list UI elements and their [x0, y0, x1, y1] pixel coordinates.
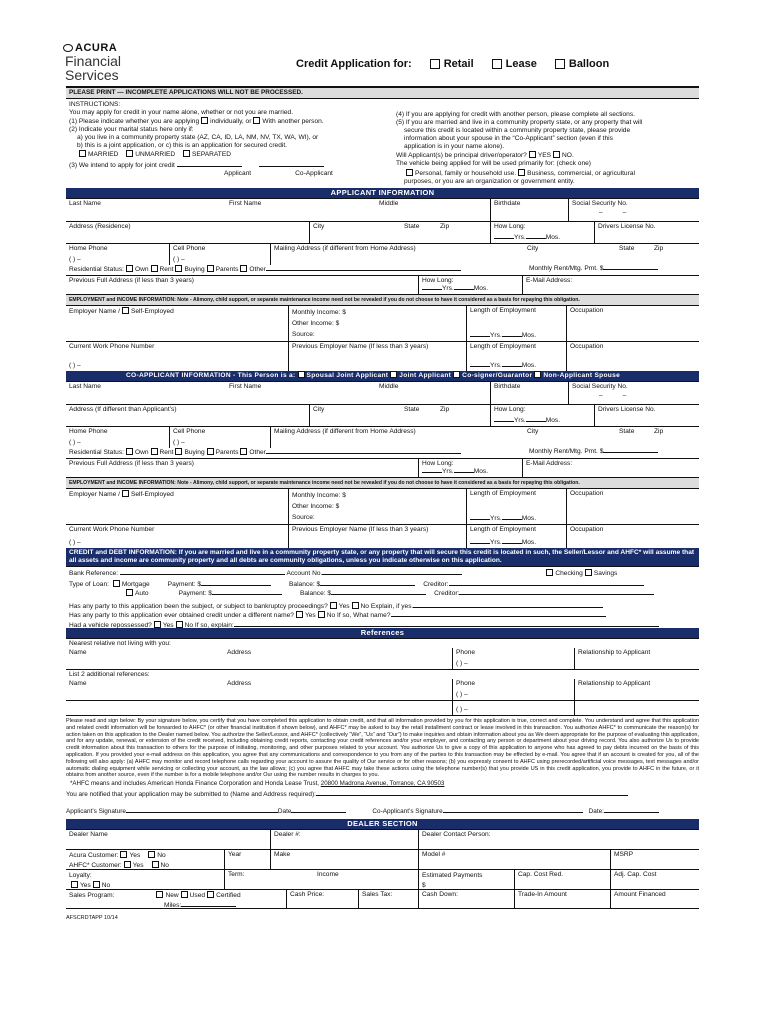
instructions: INSTRUCTIONS: You may apply for credit in your name alone, whether or not you are married. (1) Please indicate whether you are applying individually, or With another person. (2) Indicate your marital status here only if: a) you live in a community property state (AZ, CA, ID, LA, NM, NV, TX, WA, WI), or b) this is a joint application, or c) this is an application for secured credit. MARRIED UNMARRIED SEPARATED (3) We intend to apply for joint credit Applicant Co-Applicant (4) If you are applying for credit with another person, please complete all sections. (5) If you are married and live in a community property state, or any property that will secure this credit is located within a community property state, please provide information about your spouse in the “Co-Applicant” section (even if this application is in your name alone). Will Applicant(s) be principal driver/operator? YES NO. The vehicle being applied for will be used primarily for: (check one) Personal, family or household use. Business, commercial, or agricultural purposes, or you are an organization or government entity. — [66, 98, 699, 188]
relative-phone-field[interactable]: Phone ( ) – — [452, 648, 574, 669]
occupation-field[interactable]: Occupation — [566, 306, 699, 341]
lease-option[interactable]: Lease — [492, 58, 537, 71]
how-long-field[interactable]: How Long: Yrs. Mos. — [490, 222, 594, 243]
coapp-home-phone-field[interactable]: Home Phone ( ) – — [69, 428, 108, 447]
header — [0, 0, 770, 86]
income-dealer-field[interactable]: Income — [317, 871, 339, 879]
reference2-name-field[interactable] — [66, 701, 224, 715]
applicant-address-row — [66, 221, 699, 243]
financial-services-logo: Financial Services — [65, 53, 122, 83]
dealer-contact-field[interactable]: Dealer Contact Person: — [418, 830, 699, 849]
coapp-last-name-field[interactable]: Last Name — [69, 383, 101, 390]
coapp-phone-row — [66, 426, 699, 448]
spousal-joint-checkbox[interactable] — [298, 371, 305, 378]
balloon-option[interactable]: Balloon — [555, 58, 609, 71]
last-name-field[interactable]: Last Name — [69, 200, 101, 207]
relative-name-field[interactable]: Name — [69, 649, 87, 656]
own-checkbox[interactable] — [126, 265, 133, 272]
coapp-first-name-field[interactable]: First Name — [229, 383, 262, 390]
coapp-rent-checkbox[interactable] — [151, 448, 158, 455]
other-name-field[interactable] — [391, 616, 606, 617]
reference2-relationship-field[interactable] — [574, 701, 699, 715]
coapp-previous-address-field[interactable]: Previous Full Address (if less than 3 years) — [69, 460, 194, 467]
bankruptcy-explain-field[interactable] — [413, 607, 603, 608]
joint-applicant-field[interactable] — [177, 166, 242, 167]
coapp-prev-length-field[interactable]: Length of Employment Yrs. Mos. — [466, 525, 566, 548]
work-phone-field[interactable]: Current Work Phone Number ( ) – — [69, 343, 155, 370]
bankruptcy-yes-checkbox[interactable] — [330, 602, 337, 609]
mortgage-creditor-field[interactable] — [449, 585, 644, 586]
cell-phone-field[interactable]: Cell Phone ( ) – — [169, 244, 270, 265]
separated-checkbox[interactable] — [183, 150, 190, 157]
coapp-employer-field[interactable]: Employer Name / Self-Employed — [69, 491, 174, 498]
term-field[interactable]: Term: — [224, 870, 314, 889]
reference1-phone-field[interactable]: Phone ( ) – — [452, 679, 574, 700]
ssn-field[interactable]: Social Security No. – – — [568, 199, 699, 221]
reference1-name-field[interactable]: Name — [69, 680, 87, 687]
relative-relationship-field[interactable]: Relationship to Applicant — [574, 648, 699, 669]
coapp-self-employed-checkbox[interactable] — [122, 490, 129, 497]
personal-use-checkbox[interactable] — [406, 169, 413, 176]
mortgage-checkbox[interactable] — [113, 580, 120, 587]
coapplicant-signature-field[interactable] — [443, 812, 583, 813]
employment-note: EMPLOYMENT and INCOME INFORMATION: Note - Alimony, child support, or separate maintenance income need not be revealed if you do not choose to have it considered as a basis for repaying this obligation. — [66, 294, 699, 305]
coapp-work-phone-field[interactable]: Current Work Phone Number ( ) – — [69, 526, 155, 547]
coapp-employment-row — [66, 488, 699, 524]
ahfc-address: 20800 Madrona Avenue, Torrance, CA 90503 — [320, 780, 445, 788]
savings-checkbox[interactable] — [585, 569, 592, 576]
auto-creditor-field[interactable] — [459, 594, 654, 595]
balloon-checkbox[interactable] — [555, 59, 565, 69]
auto-checkbox[interactable] — [126, 589, 133, 596]
prev-occupation-field[interactable]: Occupation — [566, 342, 699, 371]
sales-tax-field[interactable]: Sales Tax: — [358, 890, 418, 908]
employer-name-field[interactable]: Employer Name / Self-Employed — [69, 308, 174, 315]
buying-checkbox[interactable] — [175, 265, 182, 272]
non-applicant-spouse-checkbox[interactable] — [534, 371, 541, 378]
nearest-relative-row — [66, 648, 699, 669]
cap-cost-reduction-field[interactable]: Cap. Cost Red. — [514, 870, 610, 889]
coapp-own-checkbox[interactable] — [126, 448, 133, 455]
adj-cap-cost-field[interactable]: Adj. Cap. Cost — [610, 870, 699, 889]
applicant-date-field[interactable] — [291, 812, 346, 813]
other-checkbox[interactable] — [240, 265, 247, 272]
coapp-income-field[interactable]: Monthly Income: $ Other Income: $ Source: — [288, 489, 466, 524]
email-field[interactable]: E-Mail Address: — [522, 276, 699, 294]
loyalty-yes-checkbox[interactable] — [71, 881, 78, 888]
checking-checkbox[interactable] — [546, 569, 553, 576]
coapp-address-row — [66, 404, 699, 426]
coapp-mailing-zip-field[interactable]: Zip — [654, 428, 664, 435]
coapp-email-field[interactable]: E-Mail Address: — [522, 459, 699, 477]
year-field[interactable]: Year — [224, 850, 270, 869]
joint-coapplicant-field[interactable] — [259, 166, 324, 167]
residential-status-row: Residential Status: Own Rent Buying Parents Other Monthly Rent/Mtg. Pmt. $ — [66, 265, 699, 275]
previous-address-row — [66, 275, 699, 294]
address-field[interactable]: Address (Residence) — [69, 223, 131, 230]
trade-in-field[interactable]: Trade-In Amount — [514, 890, 610, 908]
other-residence-field[interactable] — [266, 270, 461, 271]
print-notice: PLEASE PRINT — INCOMPLETE APPLICATIONS WILL NOT BE PROCESSED. — [66, 86, 699, 98]
coapplicant-date-field[interactable] — [604, 812, 659, 813]
work-phone-row — [66, 341, 699, 371]
coapp-prev-how-long-field[interactable]: How Long: Yrs. Mos. — [418, 459, 522, 477]
dealer-number-field[interactable]: Dealer #: — [270, 830, 418, 849]
customer-status: Acura Customer: Yes No AHFC* Customer: Yes No — [69, 852, 169, 870]
coapp-zip-field[interactable]: Zip — [440, 406, 450, 413]
make-field[interactable]: Make — [270, 850, 418, 869]
applicant-phone-row — [66, 243, 699, 265]
acura-yes-checkbox[interactable] — [120, 851, 127, 858]
coapp-parents-checkbox[interactable] — [207, 448, 214, 455]
coapp-buying-checkbox[interactable] — [175, 448, 182, 455]
married-checkbox[interactable] — [79, 150, 86, 157]
coapp-other-checkbox[interactable] — [240, 448, 247, 455]
employment-row — [66, 305, 699, 341]
length-employment-field[interactable]: Length of Employment Yrs. Mos. — [466, 306, 566, 341]
coapp-employment-note: EMPLOYMENT and INCOME INFORMATION: Note - Alimony, child support, or separate maintenance income need not be revealed if you do not choose to have it considered as a basis for repaying this obligation. — [66, 477, 699, 488]
bank-reference-field[interactable] — [120, 574, 285, 575]
coapplicant-header: CO-APPLICANT INFORMATION - This Person is a: Spousal Joint Applicant Joint Applicant Co-signer/Guarantor Non-Applicant Spouse — [66, 371, 699, 381]
other-name-yes-checkbox[interactable] — [296, 611, 303, 618]
middle-name-field[interactable]: Middle — [379, 200, 399, 207]
cash-price-field[interactable]: Cash Price: — [286, 890, 358, 908]
rent-checkbox[interactable] — [151, 265, 158, 272]
individual-checkbox[interactable] — [201, 117, 208, 124]
business-use-checkbox[interactable] — [518, 169, 525, 176]
loyalty-field: Loyalty: Yes No — [69, 872, 111, 890]
previous-address-field[interactable]: Previous Full Address (if less than 3 years) — [69, 277, 194, 284]
used-checkbox[interactable] — [181, 891, 188, 898]
credit-section: Bank Reference: Account No. Checking Savings Type of Loan: Mortgage Payment: $ Balance: $ Creditor: Auto Payment: $ Balance: $ Creditor: Has any party to this application been the subject, or subject to bankruptcy proceedings? Yes No Explain, if yes. Has any party to this application ever obtained credit under a different name? Yes No If so, What name? Had a vehicle repossessed? Yes No If so, explain: — [66, 566, 699, 628]
sales-program: Sales Program: New Used Certified Miles: — [69, 892, 241, 910]
driver-yes-checkbox[interactable] — [529, 151, 536, 158]
ahfc-yes-checkbox[interactable] — [124, 861, 131, 868]
repossessed-explain-field[interactable] — [234, 626, 659, 627]
dealer-section — [66, 829, 699, 909]
cash-down-field[interactable]: Cash Down: — [418, 890, 514, 908]
acura-logo: ACURA — [63, 42, 117, 55]
applicant-name-row — [66, 198, 699, 221]
reference1-address-field[interactable]: Address — [227, 680, 252, 687]
applicant-signature-field[interactable] — [126, 812, 278, 813]
coapp-cell-phone-field[interactable]: Cell Phone ( ) – — [169, 427, 270, 448]
coapp-rent-payment-field[interactable]: Monthly Rent/Mtg. Pmt. $ — [526, 448, 699, 458]
previous-how-long-field[interactable]: How Long: Yrs. Mos. — [418, 276, 522, 294]
coapp-other-residence-field[interactable] — [266, 453, 461, 454]
first-name-field[interactable]: First Name — [229, 200, 262, 207]
unmarried-checkbox[interactable] — [126, 150, 133, 157]
lease-checkbox[interactable] — [492, 59, 502, 69]
mortgage-payment-field[interactable] — [201, 585, 271, 586]
driver-no-checkbox[interactable] — [553, 151, 560, 158]
certified-checkbox[interactable] — [207, 891, 214, 898]
state-field[interactable]: State — [404, 223, 420, 230]
miles-field[interactable] — [181, 906, 236, 907]
joint-applicant-checkbox[interactable] — [390, 371, 397, 378]
legal-disclosure: Please read and sign below: By your signature below, you certify that you have completed this application to obtain credit, and that all information provided by you for this application is true, correct and complete. You understand and agree that this application and related credit information will be forwarded to AHFC* (or other financial institution if shown below), and AHFC* may be asked to buy the retail installment contract or lease involved in this transaction. You authorize AHFC* to communicate the reason(s) for action taken on this application to the Dealer named below. You authorize the Seller/Lessor, and AHFC* (collectively “We”, “Us” and “Our”) to make inquiries and obtain information about you as We deem appropriate for the purpose of evaluating this application, and for any update, renewal, or extension of the credit received, including obtaining credit reports, contacting your credit references and/or your employer, and contacting any person or department about your driving record. You also authorize Us to provide credit information about this transaction to others for the purpose of initiating, monitoring, and other purposes related to your account. You authorize Us to give a copy of this application to anyone who has agreed to pay debts incurred on the basis of this application. If you provided your e-mail address on this application, you agree that any communications and correspondence to you from any of the parties to this transaction may be effected by e-mail. You agree that if an account is created for you, all of the following will also apply: (a) AHFC may monitor and record telephone calls regarding your account to assure the quality of Our service or for other reasons; (b) you expressly consent to AHFC using prerecorded/artificial voice messages, text messages and/or automatic dialing equipment while servicing or collecting your account, as the law allows; (c) you agree that AHFC may take these actions using the telephone number(s) that you provide US in this credit application, you provide to AHFC in the future, or it obtains from another source, even if the number is for a mobile telephone and/or Our using the number results in charges to you. — [66, 718, 699, 779]
retail-option[interactable]: Retail — [430, 58, 474, 71]
parents-checkbox[interactable] — [207, 265, 214, 272]
relative-address-field[interactable]: Address — [227, 649, 252, 656]
repossessed-yes-checkbox[interactable] — [154, 621, 161, 628]
amount-financed-field[interactable]: Amount Financed — [610, 890, 699, 908]
other-name-no-checkbox[interactable] — [318, 611, 325, 618]
coapp-mailing-city-field[interactable]: City — [527, 428, 539, 435]
coapp-city-field[interactable]: City — [309, 405, 401, 426]
estimated-payments-field[interactable]: Estimated Payments $ — [418, 870, 514, 889]
mailing-city-field[interactable]: City — [527, 245, 539, 252]
account-number-field[interactable] — [322, 574, 462, 575]
repossessed-no-checkbox[interactable] — [176, 621, 183, 628]
coapp-how-long-field[interactable]: How Long: Yrs. Mos. — [490, 405, 594, 426]
credit-debt-header: CREDIT and DEBT INFORMATION: If you are married and live in a community property state, or any property that will secure this credit is located in such, the Seller/Lessor and AHFC* will assume that all assets and income are community property and all debts are community obligations, unless you indicate otherwise on this application. — [66, 548, 699, 566]
msrp-field[interactable]: MSRP — [610, 850, 699, 869]
dealer-name-field[interactable]: Dealer Name — [69, 831, 108, 839]
previous-employer-field[interactable]: Previous Employer Name (If less than 3 years) — [288, 342, 466, 371]
coapp-mailing-field[interactable]: Mailing Address (if different from Home Address) — [270, 427, 524, 448]
form-body: PLEASE PRINT — INCOMPLETE APPLICATIONS WILL NOT BE PROCESSED. INSTRUCTIONS: You may apply for credit in your name alone, whether or not you are married. (1) Please indicate whether you are applying individually, or With another person. (2) Indicate your marital status here only if: a) you live in a community property state (AZ, CA, ID, LA, NM, NV, TX, WA, WI), or b) this is a joint application, or c) this is an application for secured credit. MARRIED UNMARRIED SEPARATED (3) We intend to apply for joint credit Applicant Co-Applicant (4) If you are applying for credit with another person, please complete all sections. (5) If you are married and live in a community property state, or any property that will secure this credit is located within a community property state, please provide information about your spouse in the “Co-Applicant” section (even if this application is in your name alone). Will Applicant(s) be principal driver/operator? YES NO. The vehicle being applied for will be used primarily for: (check one) Personal, family or household use. Business, commercial, or agricultural purposes, or you are an organization or government entity. APPLICANT INFORMATION Last Name First Name Middle Birthdate Social Security No. – – Address (Residence) City State Zip How Long: Yrs. Mos. Drivers License No. Home Phone ( ) – Cell Phone ( ) – Mailing Address (if different from Home Address) City State Zip Residential Status: Own Rent Buying Parents Other Monthly Rent/Mtg. Pmt. $ Previous Full Address (if less than 3 years) How Long: Yrs. Mos. E-Mail Address: EMPLOYMENT and INCOME INFORMATION: Note - Alimony, child support, or separate maintenance income need not be revealed if you do not choose to have it considered as a basis for repaying this obligation. Employer Name / Self-Employed Monthly Income: $ Other Income: $ Source: Length of Employment Yrs. Mos. Occupation Current Work Phone Number ( ) – Previous Employer Name (If less than 3 years) Length of Employment Yrs. Mos. Occupation CO-APPLICANT INFORMATION - This Person is a: Spousal Joint Applicant Joint Applicant Co-signer/Guarantor Non-Applicant Spouse Last Name First Name Middle Birthdate Social Security No. – – Address (If different than Applicant’s) City State Zip How Long: Yrs. Mos. Drivers License No. Home Phone ( ) – Cell Phone ( ) – Mailing Address (if different from Home Address) City State Zip Residential Status: Own Rent Buying Parents Other Monthly Rent/Mtg. Pmt. $ Previous Full Address (if less than 3 years) How Long: Yrs. Mos. E-Mail Address: EMPLOYMENT and INCOME INFORMATION: Note - Alimony, child support, or separate maintenance income need not be revealed if you do not choose to have it considered as a basis for repaying this obligation. Employer Name / Self-Employed Monthly Income: $ Other Income: $ Source: Length of Employment Yrs. Mos. Occupation Current Work Phone Number ( ) – Previous Employer Name (If less than 3 years) Length of Employment Yrs. Mos. Occupation CREDIT and DEBT INFORMATION: If you are married and live in a community property state, or any property that will secure this credit is located in such, the Seller/Lessor and AHFC* will assume that all assets and income are community property and all debts are community obligations, unless you indicate otherwise on this application. Bank Reference: Account No. Checking Savings Type of Loan: Mortgage Payment: $ Balance: $ Creditor: Auto Payment: $ Balance: $ Creditor: Has any party to this application been the subject, or subject to bankruptcy proceedings? Yes No Explain, if yes. Has any party to this application ever obtained credit under a different name? Yes No If so, What name? Had a vehicle repossessed? Yes No If so, explain: References Nearest relative not living with you: Name Address Phone ( ) – Relationship to Applicant List 2 additional references: Name Address Phone ( ) – Relationship to Applicant ( ) – Please read and sign below: By your signature below, you certify that you have completed this application to obtain credit, and that all information provided by you for this application is true, correct and complete. You understand and agree that this application and related credit information will be forwarded to AHFC* (or other financial institution if shown below), and AHFC* may be asked to buy the retail installment contract or lease involved in this transaction. You authorize AHFC* to communicate the reason(s) for action taken on this application to the Dealer named below. You authorize the Seller/Lessor, and AHFC* (collectively “We”, “Us” and “Our”) to make inquiries and obtain information about you as We deem appropriate for the purpose of evaluating this application, and for any update, renewal, or extension of the credit received, including obtaining credit reports, contacting your credit references and/or your employer, and contacting any person or department about your driving record. You also authorize Us to provide credit information about this transaction to others for the purpose of initiating, monitoring, and other purposes related to your account. You authorize Us to give a copy of this application to anyone who has agreed to pay debts incurred on the basis of this application. If you provided your e-mail address on this application, you agree that any communications and correspondence to you from any of the parties to this transaction may be effected by e-mail. You agree that if an account is created for you, all of the following will also apply: (a) AHFC may monitor and record telephone calls regarding your account to assure the quality of Our service or for other reasons; (b) you expressly consent to AHFC using prerecorded/artificial voice messages, text messages and/or automatic dialing equipment while servicing or collecting your account, as the law allows; (c) you agree that AHFC may take these actions using the telephone number(s) that you provide US in this credit application, you provide to AHFC in the future, or it obtains from another source, even if the number is for a mobile telephone and/or Our using the number results in charges to you. *AHFC means and includes American Honda Finance Corporation and Honda Lease Trust, 20800 Madrona Avenue, Torrance, CA 90503 You are notified that your application may be submitted to (Name and Address required): Applicant’s Signature Date Co-Applicant’s Signature Date: DEALER SECTION Dealer Name Dealer #: Dealer Contact Person: Acura Customer: Yes No AHFC* Customer: Yes No Year Make Model # MSRP Loyalty: Yes No Term: Income Estimated Payments $ Cap. Cost Red. Adj. Cap. Cost Sales Program: New Used Certified Miles: Cash Price: Sales Tax: Cash Down: Trade-In Amount Amount Financed AFSCRDTAPP 10/14 — [66, 86, 699, 921]
reference-row-1 — [66, 679, 699, 700]
auto-payment-field[interactable] — [212, 594, 282, 595]
applicant-info-header: APPLICANT INFORMATION — [66, 188, 699, 198]
mailing-address-field[interactable]: Mailing Address (if different from Home Address) — [270, 244, 524, 265]
form-title: Credit Application for: — [296, 58, 412, 70]
coapp-name-row — [66, 381, 699, 404]
coapp-occupation-field[interactable]: Occupation — [566, 489, 699, 524]
coapp-state-field[interactable]: State — [404, 406, 420, 413]
reference1-relationship-field[interactable]: Relationship to Applicant — [574, 679, 699, 700]
dealer-section-header: DEALER SECTION — [66, 819, 699, 829]
references-header: References — [66, 628, 699, 638]
retail-checkbox[interactable] — [430, 59, 440, 69]
coapp-residential-row: Residential Status: Own Rent Buying Parents Other Monthly Rent/Mtg. Pmt. $ — [66, 448, 699, 458]
coapp-previous-row — [66, 458, 699, 477]
drivers-license-field[interactable]: Drivers License No. — [594, 222, 699, 243]
zip-field[interactable]: Zip — [440, 223, 450, 230]
coapp-dl-field[interactable]: Drivers License No. — [594, 405, 699, 426]
mailing-state-field[interactable]: State — [619, 245, 635, 252]
income-field[interactable]: Monthly Income: $ Other Income: $ Source: — [288, 306, 466, 341]
mailing-zip-field[interactable]: Zip — [654, 245, 664, 252]
reference2-phone-field[interactable]: ( ) – — [452, 701, 574, 715]
new-checkbox[interactable] — [156, 891, 163, 898]
prev-length-field[interactable]: Length of Employment Yrs. Mos. — [466, 342, 566, 371]
mortgage-balance-field[interactable] — [320, 585, 415, 586]
submit-to-field[interactable] — [316, 795, 628, 796]
home-phone-field[interactable]: Home Phone ( ) – — [69, 245, 108, 264]
coapp-middle-field[interactable]: Middle — [379, 383, 399, 390]
coapp-prev-occupation-field[interactable]: Occupation — [566, 525, 699, 548]
coapp-previous-employer-field[interactable]: Previous Employer Name (If less than 3 years) — [288, 525, 466, 548]
model-field[interactable]: Model # — [418, 850, 610, 869]
acura-emblem-icon — [63, 44, 73, 52]
coapp-birthdate-field[interactable]: Birthdate — [490, 382, 568, 404]
application-type — [296, 58, 609, 71]
birthdate-field[interactable]: Birthdate — [490, 199, 568, 221]
coapp-mailing-state-field[interactable]: State — [619, 428, 635, 435]
coapp-ssn-field[interactable]: Social Security No. – – — [568, 382, 699, 404]
acura-no-checkbox[interactable] — [148, 851, 155, 858]
reference-row-2 — [66, 700, 699, 716]
coapp-length-field[interactable]: Length of Employment Yrs. Mos. — [466, 489, 566, 524]
coapp-work-phone-row — [66, 524, 699, 548]
rent-payment-field[interactable]: Monthly Rent/Mtg. Pmt. $ — [526, 265, 699, 275]
ahfc-no-checkbox[interactable] — [152, 861, 159, 868]
with-another-checkbox[interactable] — [253, 117, 260, 124]
form-id: AFSCRDTAPP 10/14 — [66, 915, 118, 922]
self-employed-checkbox[interactable] — [122, 307, 129, 314]
loyalty-no-checkbox[interactable] — [93, 881, 100, 888]
bankruptcy-no-checkbox[interactable] — [352, 602, 359, 609]
coapp-address-field[interactable]: Address (If different than Applicant’s) — [69, 406, 177, 413]
reference2-address-field[interactable] — [224, 701, 452, 715]
auto-balance-field[interactable] — [331, 594, 426, 595]
cosigner-checkbox[interactable] — [453, 371, 460, 378]
city-field[interactable]: City — [309, 222, 401, 243]
